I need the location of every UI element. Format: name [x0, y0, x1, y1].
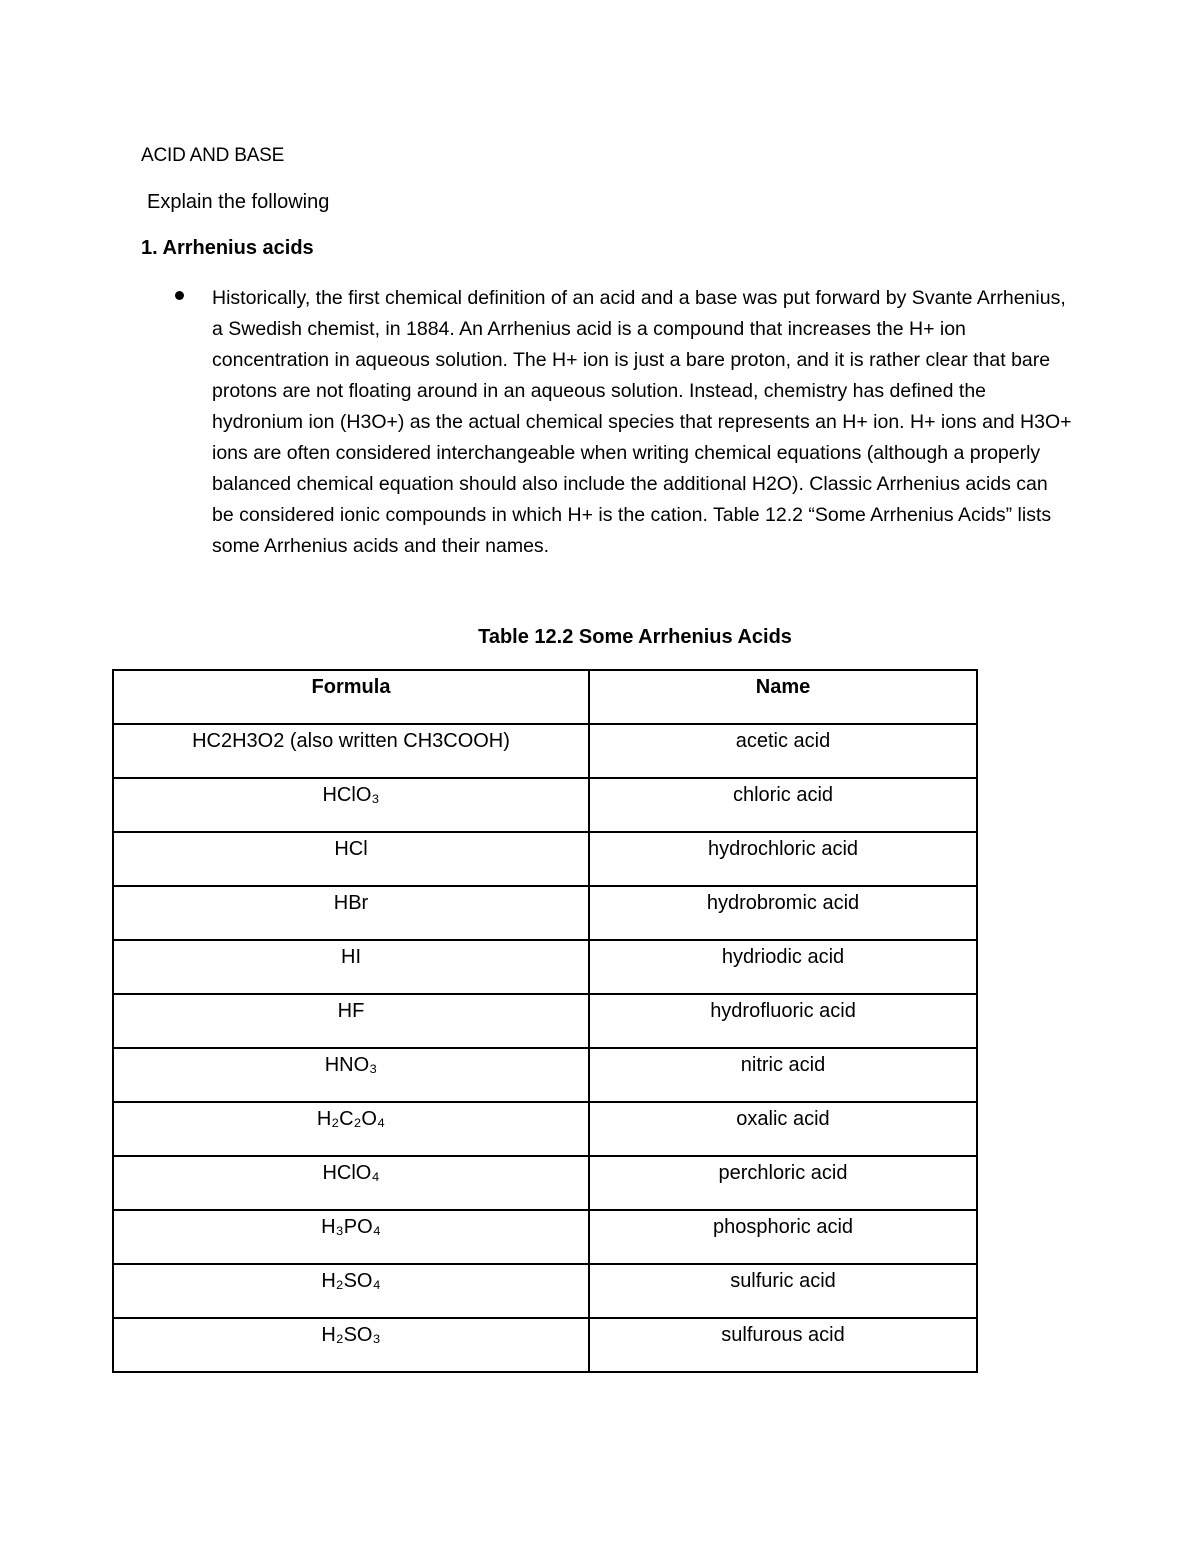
- name-cell: sulfurous acid: [589, 1318, 977, 1372]
- document-title: ACID AND BASE: [141, 145, 285, 166]
- formula-cell: HNO₃: [113, 1048, 589, 1102]
- name-cell: hydriodic acid: [589, 940, 977, 994]
- name-cell: perchloric acid: [589, 1156, 977, 1210]
- table-row: [113, 778, 977, 832]
- name-cell: phosphoric acid: [589, 1210, 977, 1264]
- formula-cell: HCl: [113, 832, 589, 886]
- name-cell: hydrobromic acid: [589, 886, 977, 940]
- name-cell: chloric acid: [589, 778, 977, 832]
- formula-cell: H₂SO₄: [113, 1264, 589, 1318]
- name-cell: nitric acid: [589, 1048, 977, 1102]
- table-header-row: [113, 670, 977, 724]
- name-cell: hydrofluoric acid: [589, 994, 977, 1048]
- table-row: [113, 1318, 977, 1372]
- table-row: [113, 994, 977, 1048]
- name-cell: acetic acid: [589, 724, 977, 778]
- formula-cell: HClO₃: [113, 778, 589, 832]
- table-row: [113, 1156, 977, 1210]
- name-cell: oxalic acid: [589, 1102, 977, 1156]
- arrhenius-paragraph: Historically, the first chemical definition of an acid and a base was put forward by Svante Arrhenius, a Swedish chemist, in 1884. An Arrhenius acid is a compound that increases the H+ ion concentration in aqueous solution. The H+ ion is just a bare proton, and it is rather clear that bare protons are not floating around in an aqueous solution. Instead, chemistry has defined the hydronium ion (H3O+) as the actual chemical species that represents an H+ ion. H+ ions and H3O+ ions are often considered interchangeable when writing chemical equations (although a properly balanced chemical equation should also include the additional H2O). Classic Arrhenius acids can be considered ionic compounds in which H+ is the cation. Table 12.2 “Some Arrhenius Acids” lists some Arrhenius acids and their names.: [212, 287, 1072, 557]
- formula-cell: HBr: [113, 886, 589, 940]
- table-row: [113, 724, 977, 778]
- bullet-icon: [175, 291, 184, 300]
- formula-cell: HC2H3O2 (also written CH3COOH): [113, 724, 589, 778]
- formula-cell: H₂SO₃: [113, 1318, 589, 1372]
- formula-cell: HI: [113, 940, 589, 994]
- table-row: [113, 1048, 977, 1102]
- table-caption-text: Table 12.2 Some Arrhenius Acids: [478, 626, 792, 648]
- formula-cell: HF: [113, 994, 589, 1048]
- formula-cell: H₃PO₄: [113, 1210, 589, 1264]
- name-cell: sulfuric acid: [589, 1264, 977, 1318]
- table-row: [113, 1102, 977, 1156]
- table-row: [113, 1264, 977, 1318]
- instruction-text: Explain the following: [147, 191, 330, 213]
- table-caption: [113, 626, 1157, 649]
- formula-cell: HClO₄: [113, 1156, 589, 1210]
- name-cell: hydrochloric acid: [589, 832, 977, 886]
- header-formula: Formula: [113, 670, 589, 724]
- header-name: Name: [589, 670, 977, 724]
- question-heading: 1. Arrhenius acids: [141, 237, 314, 259]
- arrhenius-acids-table: [112, 669, 978, 1373]
- table-row: [113, 940, 977, 994]
- table-row: [113, 832, 977, 886]
- formula-cell: H₂C₂O₄: [113, 1102, 589, 1156]
- table-row: [113, 1210, 977, 1264]
- table-row: [113, 886, 977, 940]
